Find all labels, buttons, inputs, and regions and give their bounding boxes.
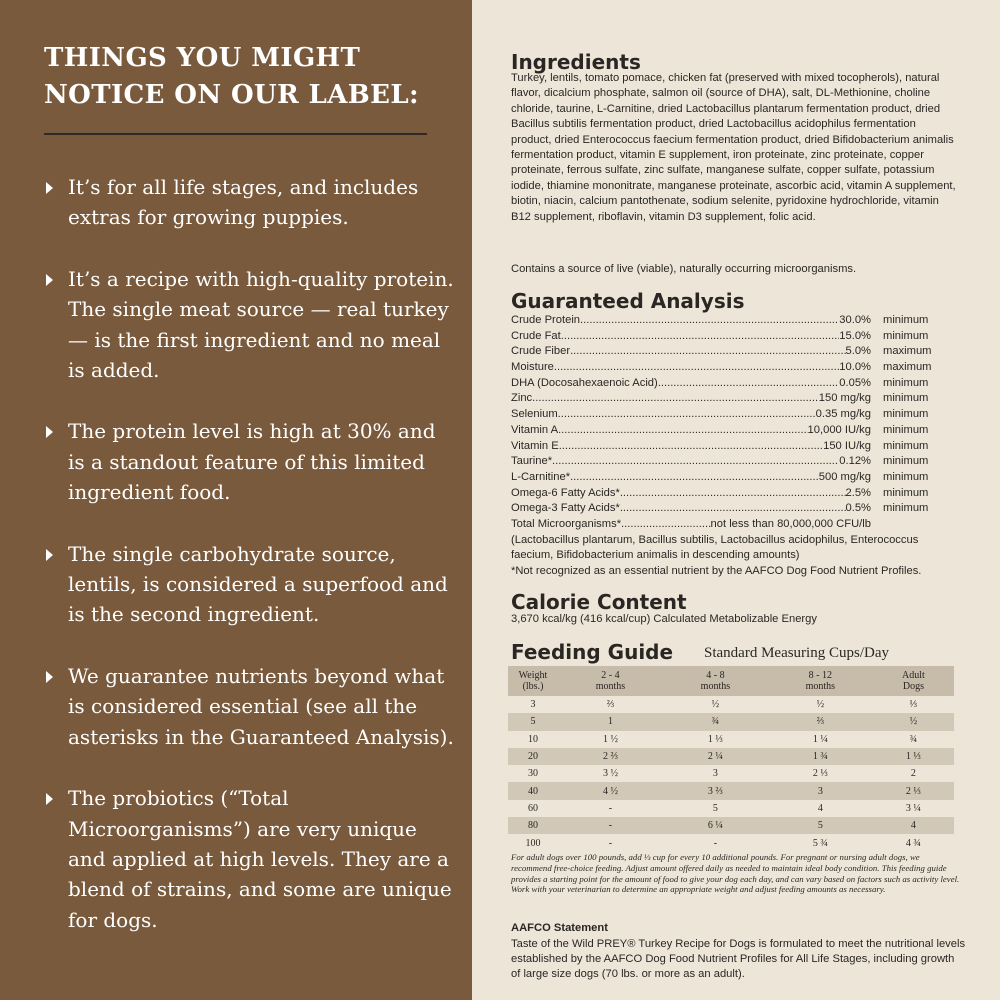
table-cell: 2 ⅓ <box>812 768 828 780</box>
nutrient-value: 150 mg/kg <box>818 392 871 405</box>
column-header-line: months <box>805 681 836 692</box>
table-cell: 1 ¾ <box>768 748 873 765</box>
table-cell: ½ <box>873 713 954 730</box>
analysis-row <box>511 377 961 393</box>
table-cell: 60 <box>528 802 538 814</box>
nutrient-qualifier: minimum <box>883 439 929 452</box>
table-cell: ⅔ <box>606 699 615 711</box>
dot-leader <box>558 424 807 436</box>
nutrient-qualifier: minimum <box>883 314 929 326</box>
nutrient-name: DHA (Docosahexaenoic Acid) <box>511 376 658 389</box>
analysis-row <box>511 502 961 518</box>
table-cell: 1 ⅓ <box>707 733 723 745</box>
highlight-item <box>44 539 454 630</box>
dot-leader <box>658 377 840 389</box>
aafco-statement-title: AAFCO Statement <box>511 922 608 934</box>
nutrient-name: Vitamin A <box>511 423 559 436</box>
table-cell: - <box>558 817 663 834</box>
nutrient-value: 30.0% <box>839 314 871 326</box>
column-header <box>508 666 558 696</box>
table-cell: - <box>713 837 718 849</box>
table-cell: 2 <box>910 768 916 780</box>
table-cell: ¾ <box>909 733 918 745</box>
heading-divider <box>44 133 427 135</box>
analysis-row <box>511 424 961 440</box>
analysis-row <box>511 408 961 424</box>
table-cell: 5 <box>768 817 873 834</box>
column-header-line: months <box>595 681 626 692</box>
triangle-right-icon <box>46 671 53 683</box>
nutrient-qualifier: minimum <box>883 329 929 342</box>
table-row <box>508 696 954 713</box>
dot-leader <box>561 330 840 342</box>
nutrient-qualifier: minimum <box>883 423 929 436</box>
dot-leader <box>532 392 819 404</box>
analysis-row <box>511 455 961 471</box>
analysis-row <box>511 440 961 456</box>
table-cell: 2 ¼ <box>663 748 768 765</box>
dot-leader <box>580 314 839 326</box>
dot-leader <box>554 361 839 373</box>
highlight-item <box>44 661 454 752</box>
nutrient-qualifier: maximum <box>883 345 932 358</box>
nutrient-qualifier: minimum <box>883 455 929 468</box>
nutrient-name: Moisture <box>511 361 554 374</box>
table-cell: - <box>608 802 613 814</box>
table-cell: ½ <box>816 699 825 711</box>
column-header <box>558 666 663 696</box>
table-cell: 1 <box>558 713 663 730</box>
table-cell: 3 ¼ <box>905 802 921 814</box>
analysis-row <box>511 361 961 377</box>
nutrient-qualifier: minimum <box>883 392 929 405</box>
nutrient-value: 150 IU/kg <box>823 439 871 452</box>
table-cell: ⅓ <box>909 699 918 711</box>
panel-heading-line-1: THINGS YOU MIGHT <box>44 43 361 73</box>
ingredients-text: Turkey, lentils, tomato pomace, chicken fat (preserved with mixed tocopherols), natural flavor, dicalcium phosphate, salmon oil (source of DHA), salt, DL-Methionine, choline chloride, taurine, L-Carnitine, dried Lactobacillus plantarum fermentation product, dried Bacillus subtilis fermentation product, dried Lactobacillus acidophilus fermentation product, dried Enterococcus faecium fermentation product, dried Bifidobacterium animalis fermentation product, vitamin E supplement, iron proteinate, zinc proteinate, copper proteinate, ferrous sulfate, zinc sulfate, manganese sulfate, copper sulfate, potassium iodide, thiamine mononitrate, manganese proteinate, ascorbic acid, vitamin A supplement, biotin, niacin, calcium pantothenate, sodium selenite, pyridoxine hydrochloride, vitamin B12 supplement, riboflavin, vitamin D3 supplement, folic acid. <box>511 72 956 223</box>
nutrient-qualifier: minimum <box>883 408 929 421</box>
triangle-right-icon <box>46 274 53 286</box>
column-header <box>663 666 768 696</box>
analysis-row <box>511 314 961 330</box>
nutrient-value: 10,000 IU/kg <box>807 423 871 436</box>
nutrient-name: Vitamin E <box>511 439 559 452</box>
highlight-item <box>44 416 454 507</box>
table-cell: 3 <box>530 699 536 711</box>
column-header-line: Weight <box>518 670 548 681</box>
highlight-item <box>44 172 454 233</box>
highlight-text: It’s a recipe with high-quality protein. The single meat source — real turkey — is the first ingredient and no meal is added. <box>68 266 454 383</box>
column-header-line: months <box>700 681 731 692</box>
guaranteed-analysis-table <box>511 314 961 534</box>
nutrient-qualifier: maximum <box>883 361 932 374</box>
column-header-line: 8 - 12 <box>808 670 833 681</box>
table-cell: 1 ⅓ <box>873 748 954 765</box>
nutrient-value: 500 mg/kg <box>818 470 871 483</box>
column-header-line: (lbs.) <box>522 681 544 692</box>
nutrient-value: 0.12% <box>839 455 871 468</box>
analysis-row <box>511 345 961 361</box>
table-cell: 2 ⅓ <box>873 782 954 799</box>
triangle-right-icon <box>46 549 53 561</box>
table-cell: 5 <box>508 713 558 730</box>
table-cell: 3 <box>768 782 873 799</box>
nutrient-name: Crude Fiber <box>511 345 571 358</box>
nutrient-value: 15.0% <box>839 329 871 342</box>
nutrient-qualifier: minimum <box>883 486 929 499</box>
analysis-row <box>511 392 961 408</box>
nutrient-name: Crude Protein <box>511 314 581 326</box>
highlight-text: The protein level is high at 30% and is a standout feature of this limited ingredient food. <box>68 419 436 505</box>
column-header <box>873 666 954 696</box>
table-cell: 10 <box>528 733 538 745</box>
table-cell: 20 <box>508 748 558 765</box>
table-row <box>508 800 954 817</box>
table-cell: 4 ½ <box>558 782 663 799</box>
table-cell: 2 ⅔ <box>558 748 663 765</box>
highlights-list <box>44 172 454 966</box>
highlight-text: The single carbohydrate source, lentils, is considered a superfood and is the second ingredient. <box>68 541 448 627</box>
feeding-guide-title: Feeding Guide <box>511 640 674 664</box>
dot-leader <box>620 502 846 514</box>
triangle-right-icon <box>46 182 53 194</box>
calorie-content-title: Calorie Content <box>511 590 687 614</box>
nutrient-value: 0.35 mg/kg <box>815 408 871 421</box>
nutrient-name: Total Microorganisms* <box>511 517 622 530</box>
panel-heading-line-2: NOTICE ON OUR LABEL: <box>44 80 420 110</box>
table-row <box>508 782 954 799</box>
feeding-guide-subtitle: Standard Measuring Cups/Day <box>704 645 889 661</box>
table-cell: 4 ¾ <box>905 837 921 849</box>
nutrient-value: not less than 80,000,000 CFU/lb <box>710 517 871 530</box>
nutrient-name: Taurine* <box>511 455 553 468</box>
analysis-row <box>511 487 961 503</box>
ingredients-title: Ingredients <box>511 50 641 74</box>
dot-leader <box>558 408 816 420</box>
nutrient-value: 0.5% <box>845 502 871 515</box>
panel-heading <box>44 40 419 114</box>
nutrient-value: 2.5% <box>845 486 871 499</box>
nutrient-value: 0.05% <box>839 376 871 389</box>
guaranteed-analysis-title: Guaranteed Analysis <box>511 289 745 313</box>
nutrient-qualifier: minimum <box>883 502 929 515</box>
nutrient-qualifier: minimum <box>883 376 929 389</box>
analysis-row <box>511 471 961 487</box>
table-cell: 100 <box>525 837 541 849</box>
table-row <box>508 765 954 782</box>
dot-leader <box>570 471 819 483</box>
ingredients-note: Contains a source of live (viable), naturally occurring microorganisms. <box>511 263 857 275</box>
table-cell: 3 ⅔ <box>663 782 768 799</box>
table-row <box>508 713 954 730</box>
table-cell: 1 ½ <box>602 733 618 745</box>
nutrient-name: Omega-3 Fatty Acids* <box>511 502 620 515</box>
nutrient-name: Omega-6 Fatty Acids* <box>511 486 620 499</box>
highlight-text: It’s for all life stages, and includes extras for growing puppies. <box>68 175 419 230</box>
table-cell: 3 ½ <box>602 768 618 780</box>
triangle-right-icon <box>46 426 53 438</box>
table-cell: ½ <box>711 699 720 711</box>
analysis-row <box>511 330 961 346</box>
feeding-guide-body <box>508 696 954 852</box>
table-cell: 4 <box>873 817 954 834</box>
feeding-guide-note: For adult dogs over 100 pounds, add ⅓ cup for every 10 additional pounds. For pregnant or nursing adult dogs, we recommend free-choice feeding. Adjust amount offered daily as needed to maintain ideal body condition. This feeding guide provides a starting point for the amount of food to give your dog each day, and can vary based on factors such as activity level. Work with your veterinarian to determine an appropriate weight and adjust feeding amounts as necessary. <box>511 852 960 895</box>
table-row <box>508 834 954 851</box>
column-header <box>768 666 873 696</box>
nutrient-name: Crude Fat <box>511 329 561 342</box>
table-cell: 5 <box>712 802 718 814</box>
table-cell: - <box>608 837 613 849</box>
feeding-guide-header-row <box>508 666 954 696</box>
table-cell: 5 ¾ <box>812 837 828 849</box>
label-highlights-panel <box>0 0 472 1000</box>
analysis-row <box>511 518 961 534</box>
calorie-content-text: 3,670 kcal/kg (416 kcal/cup) Calculated Metabolizable Energy <box>511 613 817 625</box>
guaranteed-analysis-notes <box>511 533 961 579</box>
aafco-statement-text: Taste of the Wild PREY® Turkey Recipe for Dogs is formulated to meet the nutritional levels established by the AAFCO Dog Food Nutrient Profiles for All Life Stages, including growth of large size dogs (70 lbs. or more as an adult). <box>511 938 966 980</box>
nutrient-name: Selenium <box>511 408 558 421</box>
nutrient-value: 10.0% <box>839 361 871 374</box>
table-cell: ¾ <box>663 713 768 730</box>
table-cell: 1 ¼ <box>812 733 828 745</box>
triangle-right-icon <box>46 793 53 805</box>
dot-leader <box>552 455 839 467</box>
aafco-footnote: *Not recognized as an essential nutrient by the AAFCO Dog Food Nutrient Profiles. <box>511 564 922 577</box>
table-cell: 3 <box>712 768 718 780</box>
table-row <box>508 748 954 765</box>
table-cell: 4 <box>817 802 823 814</box>
dot-leader <box>621 518 710 530</box>
column-header-line: Adult <box>902 670 925 681</box>
table-row <box>508 817 954 834</box>
highlight-item <box>44 264 454 386</box>
dot-leader <box>570 345 845 357</box>
dot-leader <box>559 440 823 452</box>
column-header-line: Dogs <box>902 681 924 692</box>
table-row <box>508 731 954 748</box>
product-label-panel <box>472 0 1000 1000</box>
table-cell: 80 <box>508 817 558 834</box>
highlight-item <box>44 783 454 935</box>
column-header-line: 2 - 4 <box>601 670 620 681</box>
highlight-text: The probiotics (“Total Microorganisms”) are very unique and applied at high levels. They are a blend of strains, and some are unique for dogs. <box>68 786 452 932</box>
table-cell: ⅔ <box>768 713 873 730</box>
feeding-guide-table <box>508 666 954 852</box>
nutrient-name: Zinc <box>511 392 533 405</box>
table-cell: 6 ¼ <box>663 817 768 834</box>
dot-leader <box>620 487 846 499</box>
table-cell: 40 <box>508 782 558 799</box>
column-header-line: 4 - 8 <box>706 670 725 681</box>
nutrient-name: L-Carnitine* <box>511 470 571 483</box>
probiotic-strains: (Lactobacillus plantarum, Bacillus subtilis, Lactobacillus acidophilus, Enterococcus faecium, Bifidobacterium animalis in descending amounts) <box>511 534 919 562</box>
table-cell: 30 <box>528 768 538 780</box>
nutrient-value: 5.0% <box>845 345 871 358</box>
highlight-text: We guarantee nutrients beyond what is considered essential (see all the asterisks in the Guaranteed Analysis). <box>68 663 454 749</box>
nutrient-qualifier: minimum <box>883 470 929 483</box>
